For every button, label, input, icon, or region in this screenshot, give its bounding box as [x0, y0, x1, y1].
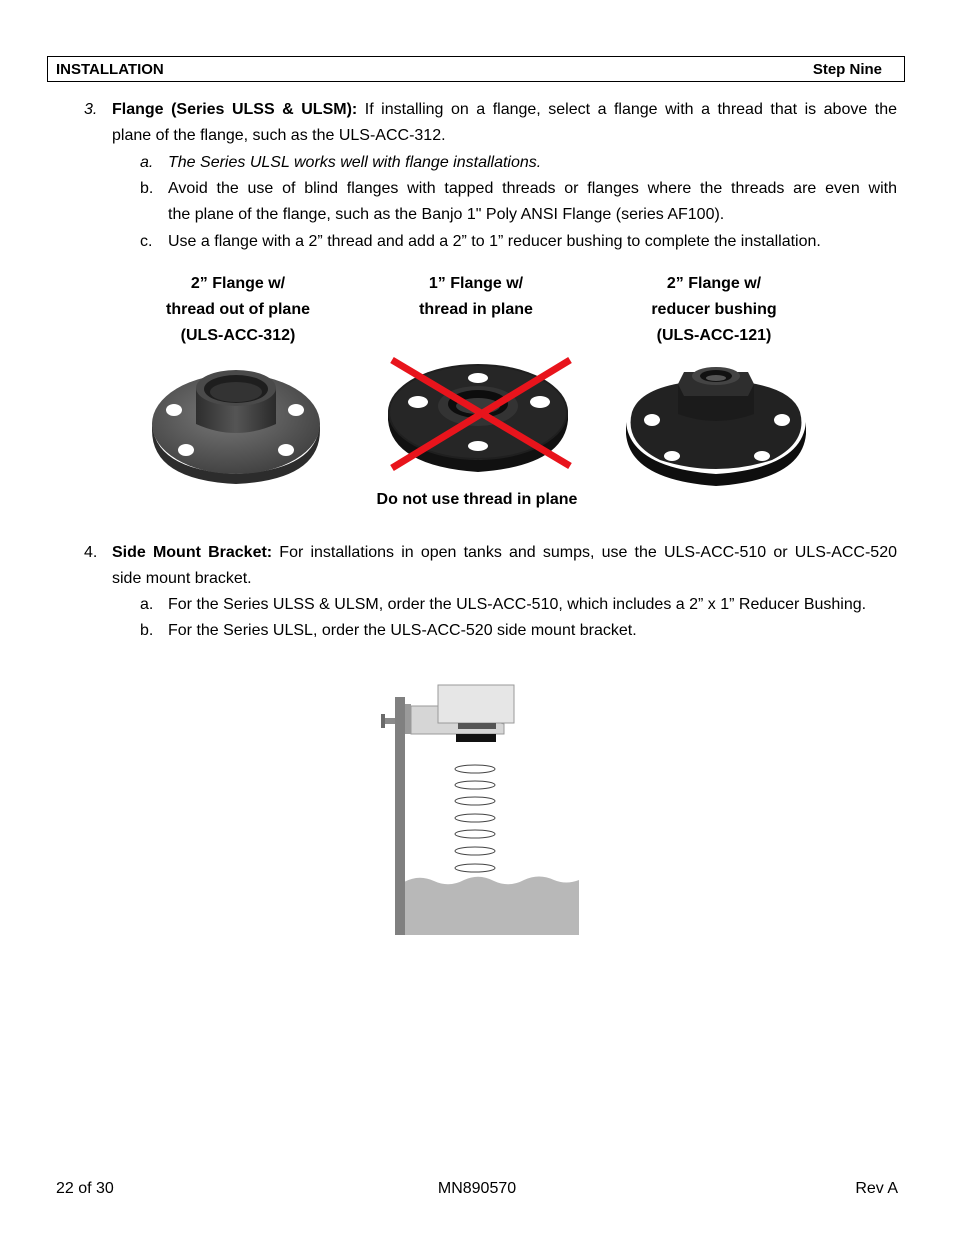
item-title: Flange (Series ULSS & ULSM): [112, 101, 358, 118]
sub-text: For the Series ULSS & ULSM, order the ULS-ACC-510, which includes a 2” x 1” Reducer Bushing. [168, 596, 867, 613]
sub-marker: b. [140, 622, 154, 639]
item-text: plane of the flange, such as the ULS-ACC-312. [112, 127, 446, 144]
item-title: Side Mount Bracket: [112, 544, 273, 561]
caption-line: thread in plane [419, 301, 533, 318]
figure-caption [128, 271, 348, 349]
item-text: side mount bracket. [112, 570, 252, 587]
caption-line: (ULS-ACC-312) [180, 327, 296, 344]
caption-line: 2” Flange w/ [190, 275, 286, 292]
item-3-line-1 [112, 97, 897, 123]
revision: Rev A [855, 1180, 898, 1197]
sub-text: The Series ULSL works well with flange installations. [168, 154, 542, 171]
caption-line: 1” Flange w/ [428, 275, 524, 292]
figure-caption [604, 271, 824, 349]
caption-line: (ULS-ACC-121) [656, 327, 772, 344]
caption-line: reducer bushing [651, 301, 777, 318]
section-title: INSTALLATION [56, 61, 164, 78]
caption-line: thread out of plane [166, 301, 310, 318]
side-mount-bracket-diagram [374, 684, 584, 938]
warning-caption: Do not use thread in plane [376, 491, 578, 508]
sub-marker: c. [140, 233, 153, 250]
item-4-line-1 [112, 540, 897, 566]
sub-text: Avoid the use of blind flanges with tapped threads or flanges where the threads are even with [168, 180, 897, 197]
document-number: MN890570 [437, 1180, 517, 1197]
flange-thread-in-plane-image [384, 356, 574, 474]
flange-thread-out-of-plane-image [146, 362, 326, 490]
figure-caption [366, 271, 586, 323]
sub-marker: a. [140, 596, 154, 613]
section-header [47, 56, 905, 82]
item-number: 4. [84, 544, 98, 561]
sub-marker: a. [140, 154, 154, 171]
sub-marker: b. [140, 180, 154, 197]
step-label: Step Nine [812, 61, 882, 78]
sub-text: Use a flange with a 2” thread and add a 2” to 1” reducer bushing to complete the installation. [168, 233, 821, 250]
page-number: 22 of 30 [56, 1180, 114, 1197]
item-text: If installing on a flange, select a flange with a thread that is above the [364, 101, 898, 118]
item-text: For installations in open tanks and sumps, use the ULS-ACC-510 or ULS-ACC-520 [279, 544, 898, 561]
sub-text: the plane of the flange, such as the Banjo 1" Poly ANSI Flange (series AF100). [168, 206, 725, 223]
caption-line: 2” Flange w/ [666, 275, 762, 292]
flange-reducer-bushing-image [622, 362, 810, 488]
sub-text: For the Series ULSL, order the ULS-ACC-520 side mount bracket. [168, 622, 637, 639]
item-number: 3. [84, 101, 98, 118]
